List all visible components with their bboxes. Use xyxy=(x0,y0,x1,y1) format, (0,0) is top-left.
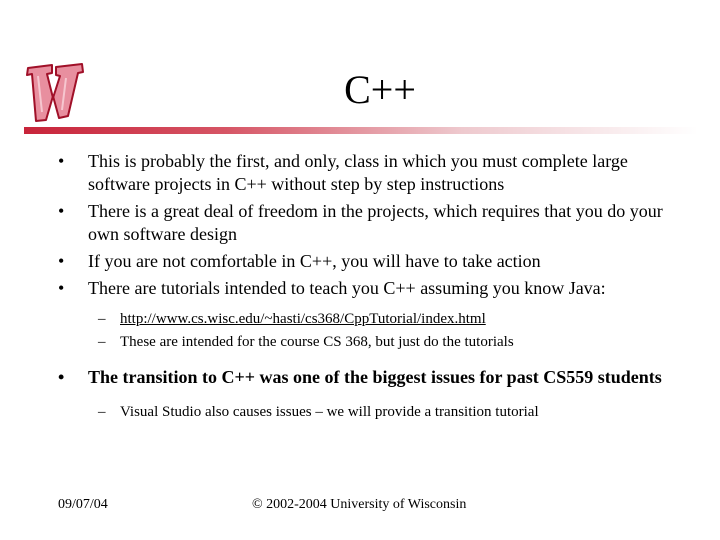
bullet-text: The transition to C++ was one of the biggest issues for past CS559 students xyxy=(88,367,662,387)
wisconsin-w-logo-icon xyxy=(22,52,94,128)
bullet-dot: • xyxy=(58,151,65,171)
subbullet-dash: – xyxy=(98,404,106,420)
subbullet-item xyxy=(0,403,720,422)
bullet-item xyxy=(0,277,720,300)
subbullet-text: These are intended for the course CS 368, but just do the tutorials xyxy=(120,334,514,350)
tutorial-link[interactable]: http://www.cs.wisc.edu/~hasti/cs368/CppTutorial/index.html xyxy=(120,311,486,327)
bullet-text: If you are not comfortable in C++, you will have to take action xyxy=(88,251,541,271)
bullet-item xyxy=(0,200,720,246)
bullet-dot: • xyxy=(58,367,65,387)
wisconsin-logo xyxy=(22,52,94,128)
bullet-item-emphasis xyxy=(0,366,720,389)
bullet-item xyxy=(0,250,720,273)
bullet-list xyxy=(0,150,720,426)
footer-copyright: © 2002-2004 University of Wisconsin xyxy=(252,497,467,512)
bullet-dot: • xyxy=(58,278,65,298)
subbullet-item xyxy=(0,310,720,329)
bullet-item xyxy=(0,150,720,196)
bullet-dot: • xyxy=(58,251,65,271)
title-divider xyxy=(24,127,698,134)
footer-date: 09/07/04 xyxy=(58,497,108,512)
subbullet-dash: – xyxy=(98,334,106,350)
bullet-text: This is probably the first, and only, class in which you must complete large software projects in C++ without step by step instructions xyxy=(88,151,628,194)
subbullet-item xyxy=(0,333,720,352)
subbullet-dash: – xyxy=(98,311,106,327)
slide-title: C++ xyxy=(344,67,416,112)
bullet-text: There is a great deal of freedom in the projects, which requires that you do your own software design xyxy=(88,201,663,244)
bullet-dot: • xyxy=(58,201,65,221)
subbullet-text: Visual Studio also causes issues – we will provide a transition tutorial xyxy=(120,404,539,420)
bullet-text: There are tutorials intended to teach you C++ assuming you know Java: xyxy=(88,278,606,298)
